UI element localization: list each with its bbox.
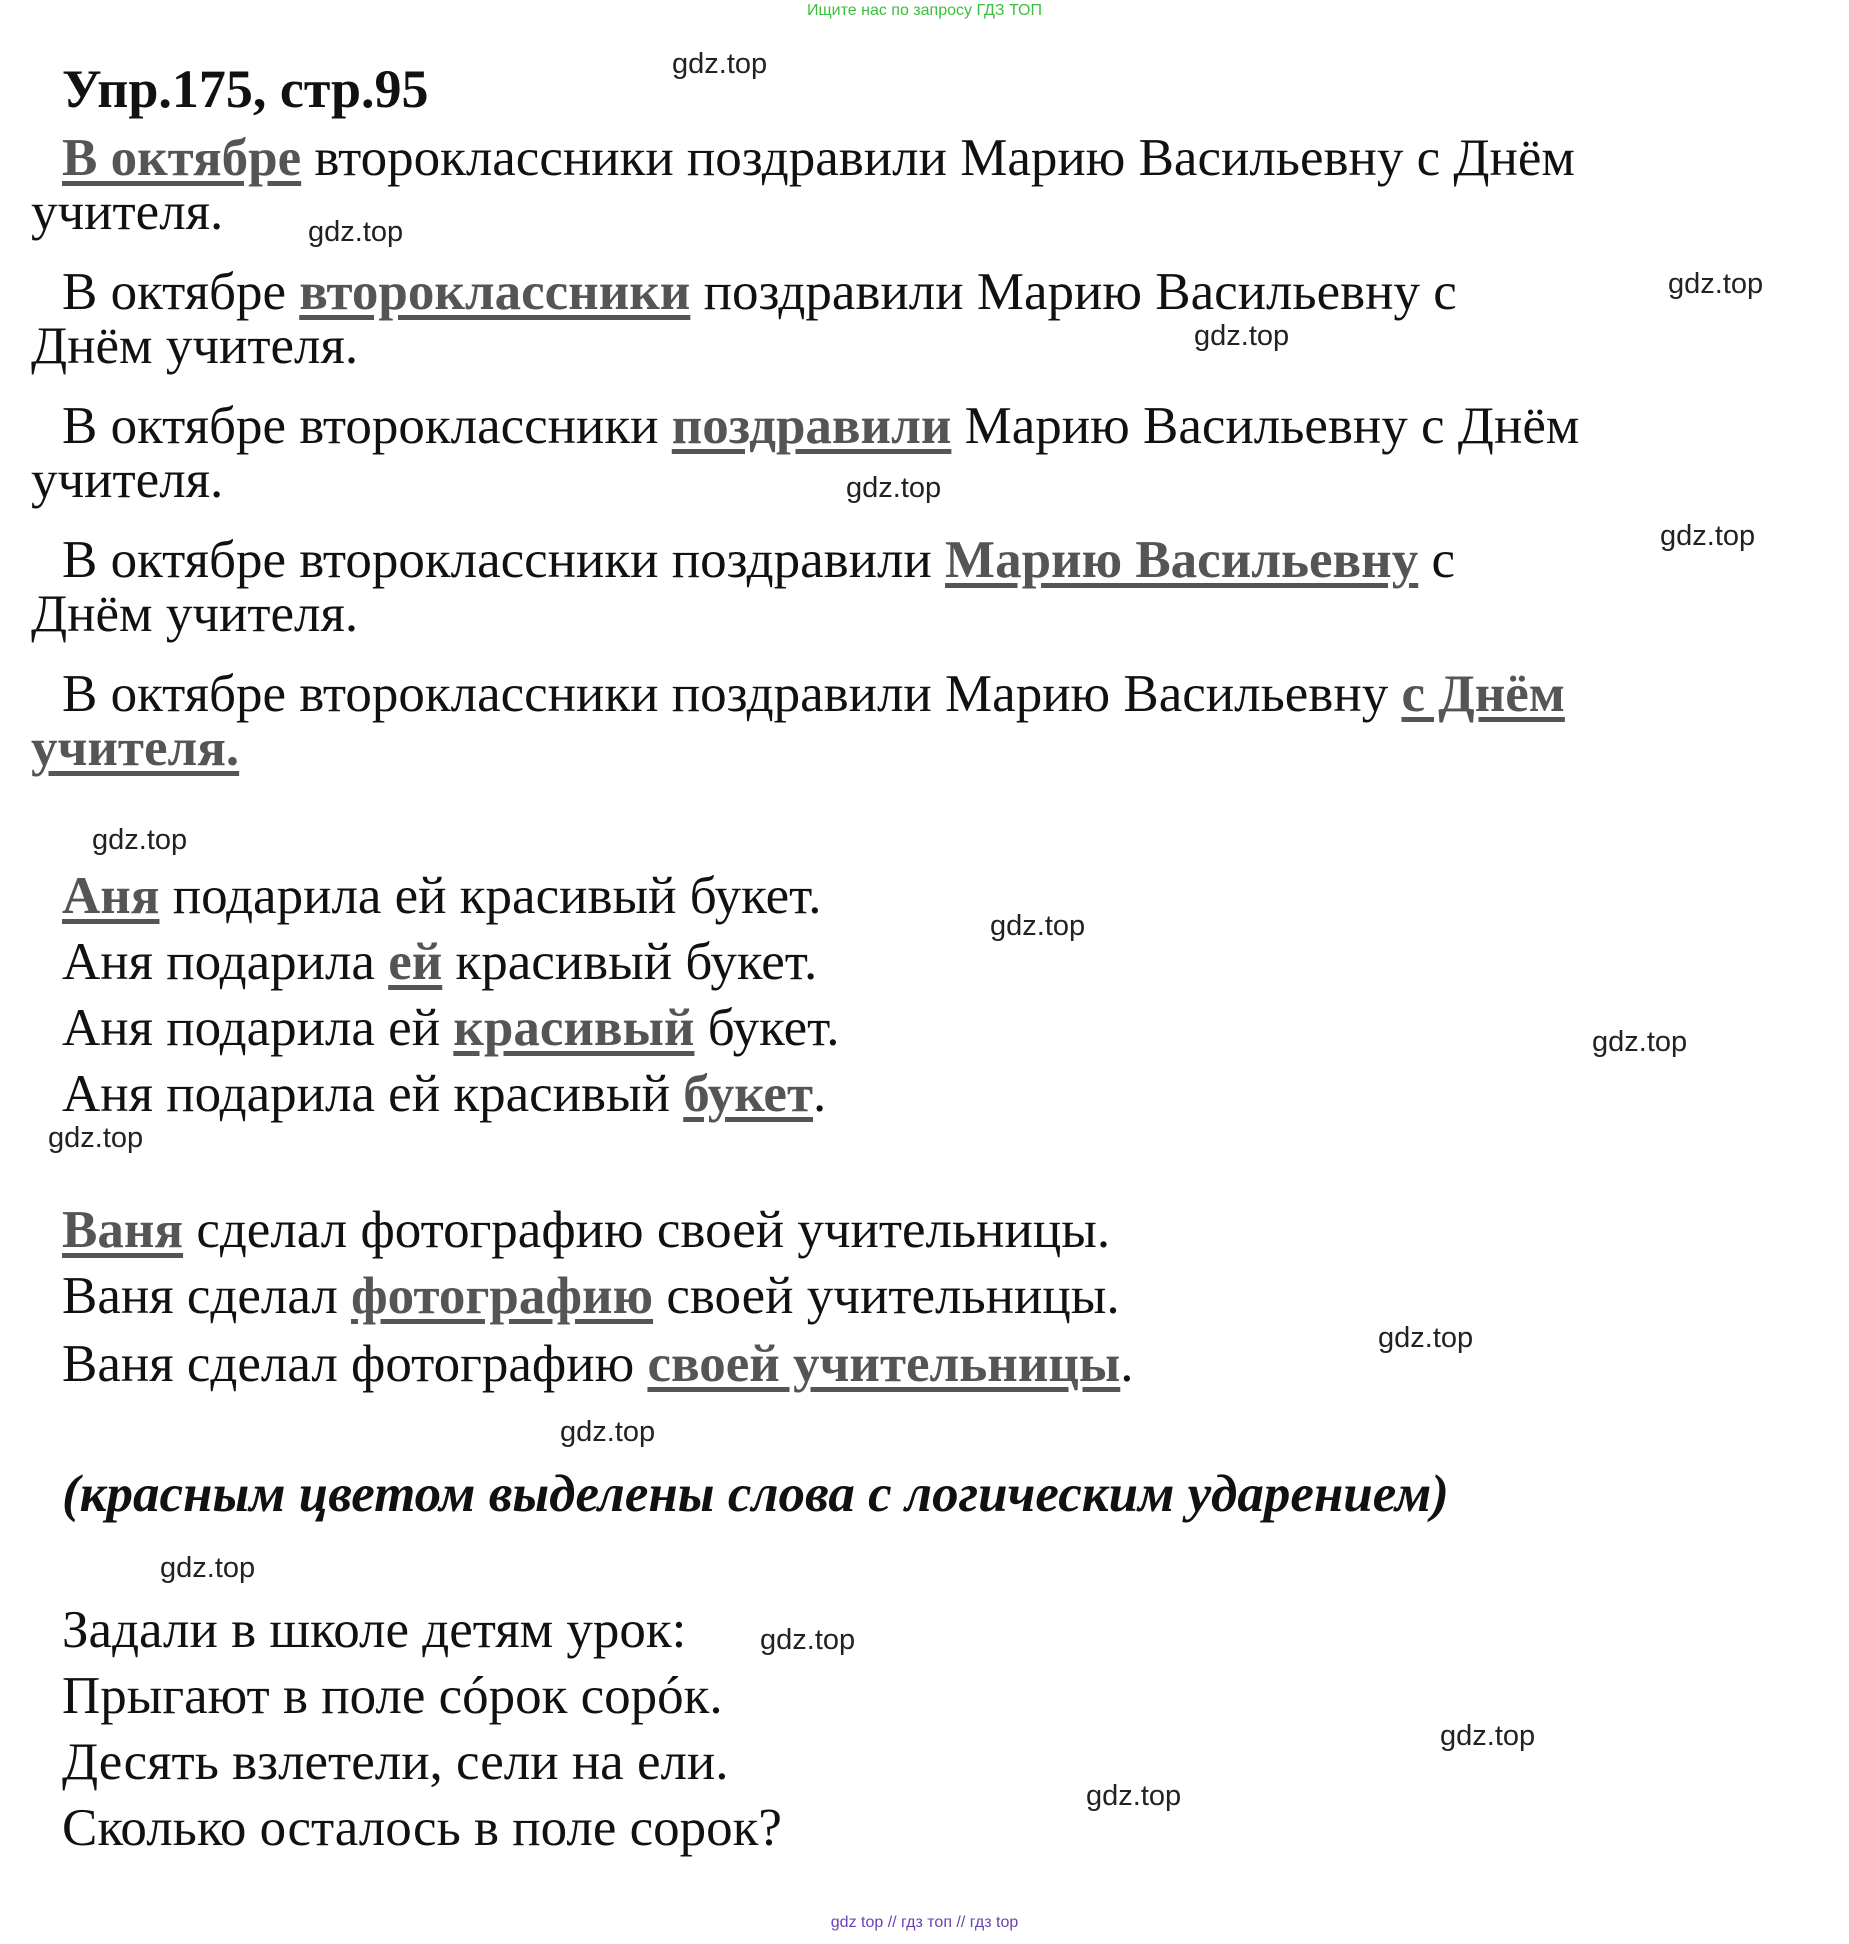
- watermark: gdz.top: [1440, 1720, 1536, 1752]
- stressed-word: ей: [388, 933, 443, 991]
- watermark: gdz.top: [160, 1552, 256, 1584]
- watermark: gdz.top: [560, 1416, 656, 1448]
- watermark: gdz.top: [672, 48, 768, 80]
- poem-line: Десять взлетели, сели на ели.: [62, 1733, 729, 1791]
- sentence-line: Аня подарила ей красивый букет.: [62, 933, 818, 991]
- watermark: gdz.top: [92, 824, 188, 856]
- stressed-word: с Днём: [1401, 665, 1565, 723]
- watermark: gdz.top: [1668, 268, 1764, 300]
- watermark: gdz.top: [990, 910, 1086, 942]
- sentence-line: Аня подарила ей красивый букет.: [62, 999, 840, 1057]
- sentence-line: Ваня сделал фотографию своей учительницы.: [62, 1201, 1111, 1259]
- watermark: gdz.top: [1194, 320, 1290, 352]
- sentence-line: В октябре второклассники поздравили Марию Васильевну с: [62, 263, 1457, 321]
- stressed-word: второклассники: [299, 263, 691, 321]
- watermark: gdz.top: [760, 1624, 856, 1656]
- sentence-line: В октябре второклассники поздравили Марию Васильевну с: [62, 531, 1455, 589]
- stressed-word: Ваня: [62, 1201, 184, 1259]
- watermark: gdz.top: [846, 472, 942, 504]
- poem-line: Сколько осталось в поле сорок?: [62, 1799, 782, 1857]
- watermark: gdz.top: [48, 1122, 144, 1154]
- watermark: gdz.top: [1378, 1322, 1474, 1354]
- sentence-line: В октябре второклассники поздравили Марию Васильевну с Днём: [62, 129, 1575, 187]
- stressed-word: В октябре: [62, 129, 302, 187]
- stressed-word: поздравили: [671, 397, 952, 455]
- stress-note: (красным цветом выделены слова с логическим ударением): [62, 1465, 1449, 1523]
- sentence-line-continuation: [31, 718, 239, 778]
- poem-line: Задали в школе детям урок:: [62, 1601, 687, 1659]
- sentence-line: Аня подарила ей красивый букет.: [62, 1065, 827, 1123]
- poem-line: Прыгают в поле сóрок сорóк.: [62, 1667, 723, 1725]
- sentence-line-continuation: Днём учителя.: [31, 585, 359, 643]
- watermark: gdz.top: [308, 216, 404, 248]
- footer-links[interactable]: gdz top // гдз топ // гдз top: [830, 1914, 1019, 1931]
- sentence-line: В октябре второклассники поздравили Марию Васильевну с Днём: [62, 397, 1580, 455]
- watermark: gdz.top: [1086, 1780, 1182, 1812]
- exercise-title: Упр.175, стр.95: [62, 59, 429, 119]
- stressed-word: фотографию: [351, 1267, 654, 1325]
- sentence-line-continuation: учителя.: [31, 451, 224, 509]
- sentence-line: Аня подарила ей красивый букет.: [62, 867, 822, 925]
- stressed-word: букет: [683, 1065, 813, 1123]
- watermark: gdz.top: [1592, 1026, 1688, 1058]
- stressed-word: своей учительницы: [647, 1335, 1121, 1393]
- stressed-word: Марию Васильевну: [945, 531, 1419, 589]
- stressed-word: красивый: [453, 999, 695, 1057]
- sentence-line: Ваня сделал фотографию своей учительницы.: [62, 1335, 1134, 1393]
- sentence-line-continuation: учителя.: [31, 183, 224, 241]
- top-banner[interactable]: Ищите нас по запросу ГДЗ ТОП: [807, 2, 1042, 19]
- sentence-line-continuation: Днём учителя.: [31, 317, 359, 375]
- sentence-line: Ваня сделал фотографию своей учительницы.: [62, 1267, 1120, 1325]
- stressed-word: учителя.: [31, 719, 240, 777]
- watermark: gdz.top: [1660, 520, 1756, 552]
- sentence-line: В октябре второклассники поздравили Марию Васильевну с Днём: [62, 665, 1565, 723]
- stressed-word: Аня: [62, 867, 160, 925]
